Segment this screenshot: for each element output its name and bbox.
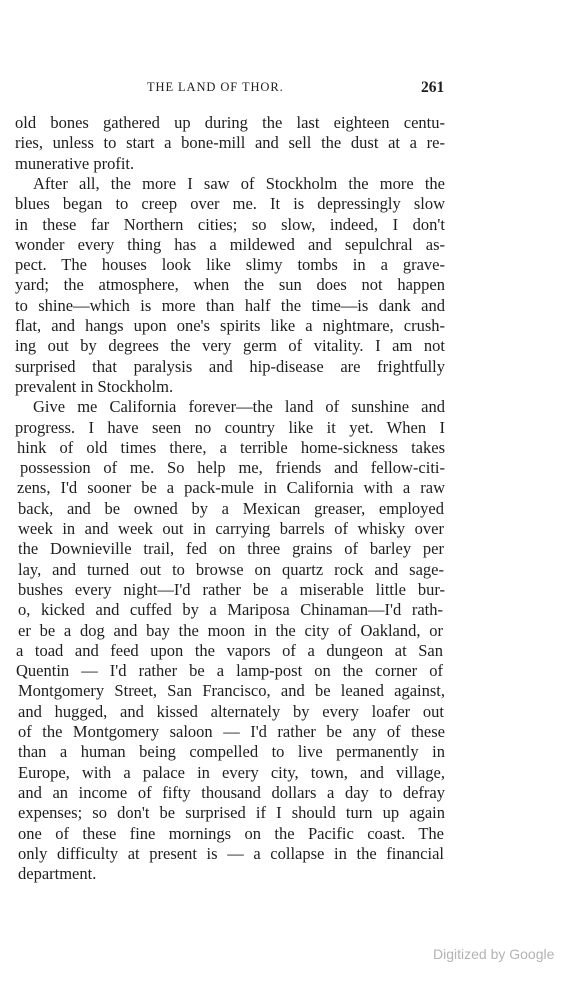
text-line: of the Montgomery saloon — I'd rather be any of these — [18, 722, 445, 741]
text-line: expenses; so don't be surprised if I should turn up again — [18, 803, 445, 823]
text-line: lay, and turned out to browse on quartz rock and sage- — [18, 559, 444, 579]
text-line: the Downieville trail, fed on three grains of barley per — [18, 539, 444, 559]
digitized-watermark: Digitized by Google — [433, 946, 555, 962]
text-line: back, and be owned by a Mexican greaser, employed — [18, 498, 444, 518]
text-line: and an income of fifty thousand dollars a day to defray — [18, 782, 445, 802]
text-line: in these far Northern cities; so slow, indeed, I don't — [15, 214, 445, 234]
text-line: blues began to creep over me. It is depressingly slow — [15, 194, 445, 214]
text-line: department. — [18, 864, 97, 884]
text-line: hink of old times there, a terrible home-sickness takes — [17, 437, 445, 457]
text-line: Quentin — I'd rather be a lamp-post on the corner of — [16, 661, 443, 681]
text-line: o, kicked and cuffed by a Mariposa Chinaman—I'd rath- — [18, 600, 443, 620]
text-line: prevalent in Stockholm. — [15, 376, 174, 396]
text-line: than a human being compelled to live permanently in — [18, 742, 445, 762]
text-line: yard; the atmosphere, when the sun does not happen — [15, 275, 445, 295]
text-line: ing out by degrees the very germ of vitality. I am not — [15, 336, 445, 356]
page-header — [0, 80, 575, 102]
text-line: ries, unless to start a bone-mill and sell the dust at a re- — [15, 133, 445, 153]
text-line: surprised that paralysis and hip-disease are frightfully — [15, 356, 445, 376]
text-line: week in and week out in carrying barrels of whisky over — [18, 519, 444, 538]
text-line: pect. The houses look like slimy tombs in a grave- — [15, 255, 445, 275]
text-line: wonder every thing has a mildewed and sepulchral as- — [15, 234, 445, 254]
text-line: zens, I'd sooner be a pack-mule in California with a raw — [17, 478, 445, 498]
text-line: bushes every night—I'd rather be a miserable little bur- — [18, 579, 445, 599]
text-line: After all, the more I saw of Stockholm the more the — [33, 173, 445, 193]
text-line: one of these fine mornings on the Pacific coast. The — [18, 823, 444, 843]
text-line: possession of me. So help me, friends and fellow-citi- — [20, 458, 445, 478]
text-line: old bones gathered up during the last eighteen centu- — [15, 113, 445, 132]
text-line: a toad and feed upon the vapors of a dungeon at San — [16, 640, 443, 660]
text-line: progress. I have seen no country like it yet. When I — [15, 417, 445, 437]
text-line: munerative profit. — [15, 153, 135, 173]
text-line: Give me California forever—the land of sunshine and — [33, 397, 445, 417]
running-head: THE LAND OF THOR. — [147, 80, 284, 94]
text-line: to shine—which is more than half the time—is dank and — [15, 295, 445, 315]
text-line: and hugged, and kissed alternately by every loafer out — [18, 701, 444, 721]
page-number: 261 — [421, 79, 445, 96]
text-line: flat, and hangs upon one's spirits like a nightmare, crush- — [15, 316, 445, 335]
text-line: only difficulty at present is — a collapse in the financial — [18, 843, 444, 863]
text-line: Europe, with a palace in every city, town, and village, — [18, 762, 445, 782]
text-line: Montgomery Street, San Francisco, and be leaned against, — [18, 681, 445, 701]
text-line: er be a dog and bay the moon in the city of Oakland, or — [18, 620, 443, 640]
